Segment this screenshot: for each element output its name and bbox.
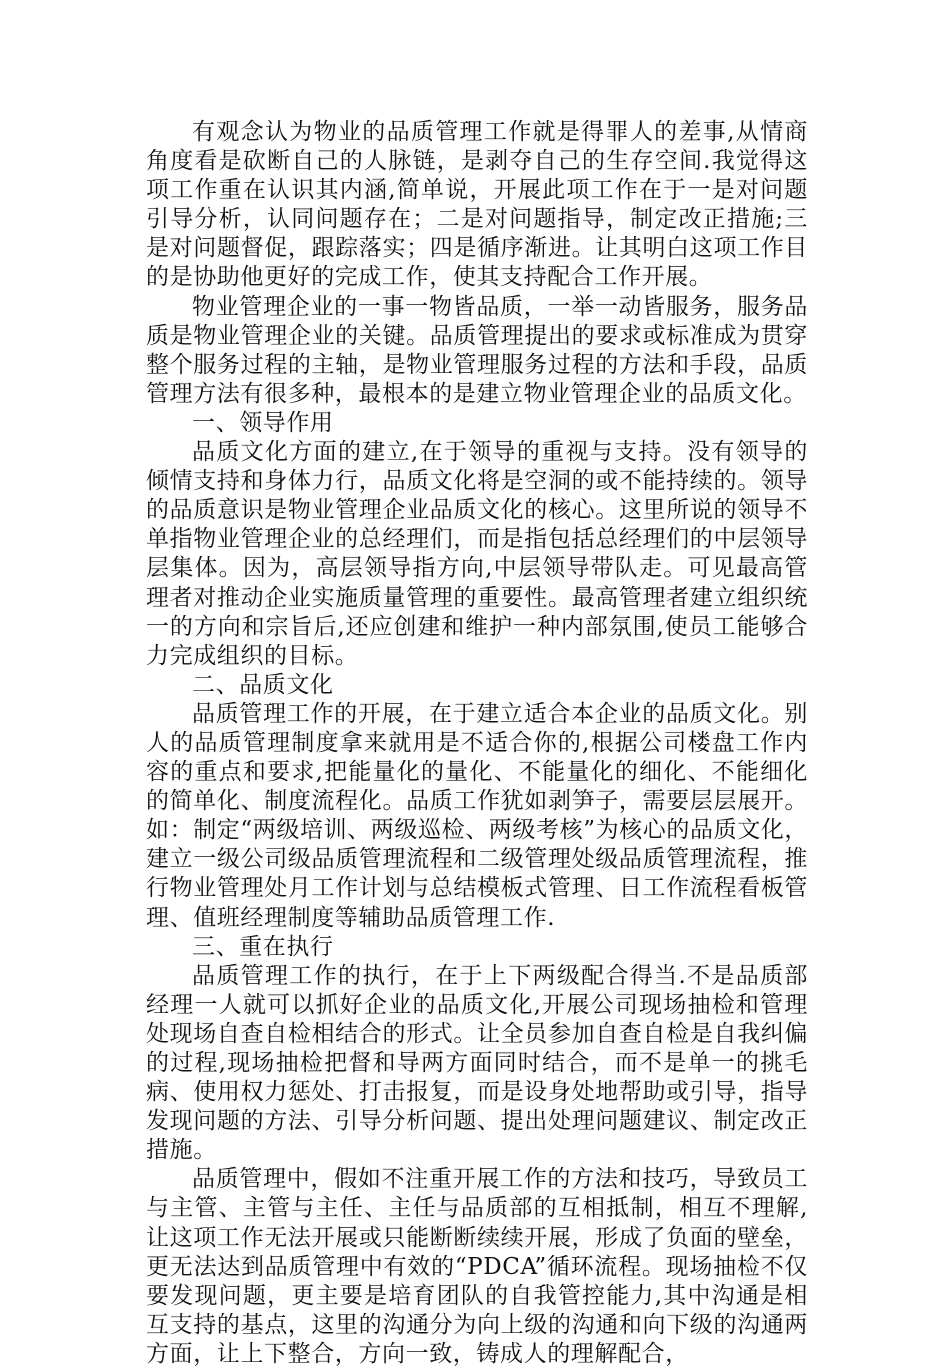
paragraph-intro: 有观念认为物业的品质管理工作就是得罪人的差事,从情商角度看是砍断自己的人脉链，是剥夺自己的生存空间.我觉得这项工作重在认识其内涵,简单说，开展此项工作在于一是对问题引导分析，认同问题存在；二是对问题指导，制定改正措施;三是对问题督促，跟踪落实；四是循序渐进。让其明白这项工作目的是协助他更好的完成工作，使其支持配合工作开展。 bbox=[146, 119, 808, 291]
paragraph-culture: 品质管理工作的开展，在于建立适合本企业的品质文化。别人的品质管理制度拿来就用是不适合你的,根据公司楼盘工作内容的重点和要求,把能量化的量化、不能量化的细化、不能细化的简单化、制度流程化。品质工作犹如剥笋子，需要层层展开。如：制定“两级培训、两级巡检、两级考核”为核心的品质文化，建立一级公司级品质管理流程和二级管理处级品质管理流程，推行物业管理处月工作计划与总结模板式管理、日工作流程看板管理、值班经理制度等辅助品质管理工作. bbox=[146, 700, 808, 931]
paragraph-execution: 品质管理工作的执行，在于上下两级配合得当.不是品质部经理一人就可以抓好企业的品质文化,开展公司现场抽检和管理处现场自查自检相结合的形式。让全员参加自查自检是自我纠偏的过程,现场抽检把督和导两方面同时结合，而不是单一的挑毛病、使用权力惩处、打击报复，而是设身处地帮助或引导，指导发现问题的方法、引导分析问题、提出处理问题建议、制定改正措施。 bbox=[146, 962, 808, 1164]
section-heading-leadership: 一、领导作用 bbox=[192, 409, 334, 436]
paragraph-quality-culture: 物业管理企业的一事一物皆品质，一举一动皆服务，服务品质是物业管理企业的关键。品质管理提出的要求或标准成为贯穿整个服务过程的主轴，是物业管理服务过程的方法和手段，品质管理方法有很多种，最根本的是建立物业管理企业的品质文化。 bbox=[146, 293, 808, 407]
section-heading-culture: 二、品质文化 bbox=[192, 671, 334, 698]
document-page bbox=[146, 118, 808, 1369]
paragraph-leadership: 品质文化方面的建立,在于领导的重视与支持。没有领导的倾情支持和身体力行，品质文化将是空洞的或不能持续的。领导的品质意识是物业管理企业品质文化的核心。这里所说的领导不单指物业管理企业的总经理们，而是指包括总经理们的中层领导层集体。因为，高层领导指方向,中层领导带队走。可见最高管理者对推动企业实施质量管理的重要性。最高管理者建立组织统一的方向和宗旨后,还应创建和维护一种内部氛围,使员工能够合力完成组织的目标。 bbox=[146, 439, 808, 669]
paragraph-methods: 品质管理中，假如不注重开展工作的方法和技巧，导致员工与主管、主管与主任、主任与品质部的互相抵制，相互不理解,让这项工作无法开展或只能断断续续开展，形成了负面的壁垒，更无法达到品质管理中有效的“PDCA”循环流程。现场抽检不仅要发现问题，更主要是培育团队的自我管控能力,其中沟通是相互支持的基点，这里的沟通分为向上级的沟通和向下级的沟通两方面，让上下整合，方向一致，铸成人的理解配合， bbox=[146, 1166, 808, 1367]
section-heading-execution: 三、重在执行 bbox=[192, 933, 334, 960]
